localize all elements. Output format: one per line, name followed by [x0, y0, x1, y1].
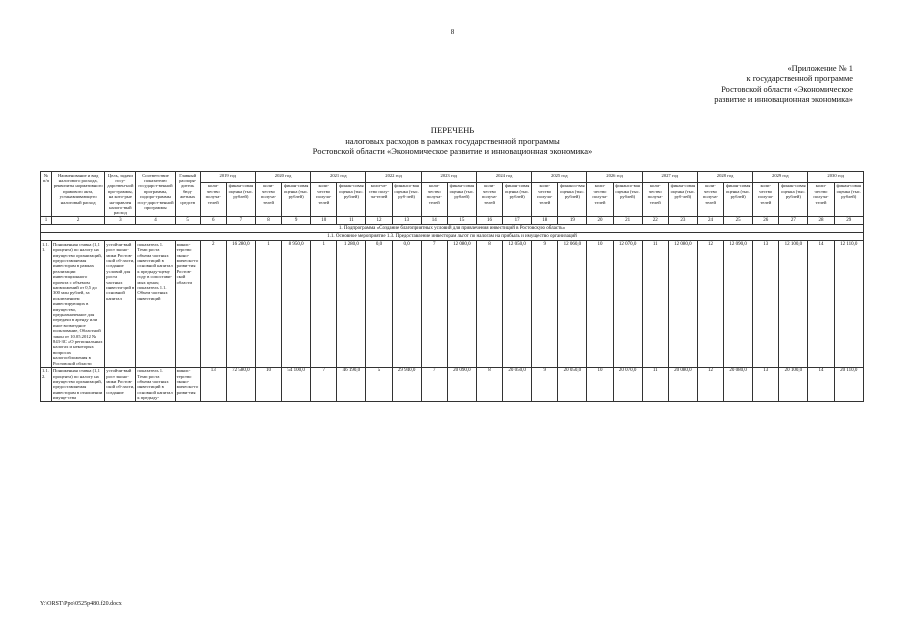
header-recipients-count: коли-чество получа-телей: [532, 182, 558, 216]
main-event-row: [41, 233, 864, 241]
column-number: 8: [255, 217, 281, 225]
row-financial-estimate: 12 100,0: [779, 241, 808, 367]
header-goal: Цель, задачи госу-дарствен-ной про-граммы, на кото-рые на-правлен налого-вый расход: [105, 172, 136, 217]
header-recipients-count: коли-чество получа-телей: [753, 182, 779, 216]
row-administrator: минис-терство эконо-мическо-го разви-тия: [175, 367, 200, 401]
column-number: 22: [642, 217, 668, 225]
header-year: 2024 год: [476, 172, 531, 183]
header-financial-estimate: финан-совая оценка (тыс. рублей): [724, 182, 753, 216]
title-line: налоговых расходов в рамках государственной программы: [345, 135, 560, 146]
column-number: 29: [834, 217, 863, 225]
row-financial-estimate: 12 090,0: [724, 241, 753, 367]
row-recipients-count: 5: [366, 367, 392, 401]
row-recipients-count: 14: [808, 367, 834, 401]
column-numbers-row: [41, 217, 864, 225]
row-recipients-count: 12: [697, 241, 723, 367]
row-financial-estimate: 54 100,0: [282, 367, 311, 401]
page-number: 8: [450, 28, 455, 36]
row-financial-estimate: 20 090,0: [447, 367, 476, 401]
header-row-years: [41, 172, 864, 183]
row-financial-estimate: 20 100,0: [779, 367, 808, 401]
header-year: 2027 год: [642, 172, 697, 183]
row-financial-estimate: 1 280,0: [337, 241, 366, 367]
row-recipients-count: 8: [476, 241, 502, 367]
row-financial-estimate: 12 060,0: [558, 241, 587, 367]
row-tax-expenditure-name: Пониженная ставка (1,1 процента) по налогу на имущество организаций, предоставляемая инвесторам в рамках реализации инвестиционного проекта с объемом капвложений от 0,5 до 300 млн рублей, за исключением инвестирующих в имущество, предназначенное для передачи в аренду или иное возмездное пользование, Областной закон от 10.05.2012 № 843-ЗС «О региональных налогах и некоторых вопросах налогообложения в Ростовской области: [52, 241, 105, 367]
header-financial-estimate: финан-совая оценка (тыс. рублей): [834, 182, 863, 216]
column-number: 9: [282, 217, 311, 225]
row-indicator: показатель 1. Темп роста объема частных инвестиций в основной капитал к предыду-щему году в сопостави-мых ценах; показатель 1.1. Объем частных инвестиций: [136, 241, 175, 367]
row-recipients-count: 1: [311, 241, 337, 367]
header-financial-estimate: финансо-вая оценка (тыс. рублей): [558, 182, 587, 216]
subprogram-row: [41, 225, 864, 233]
column-number: 16: [476, 217, 502, 225]
row-financial-estimate: 20 070,0: [613, 367, 642, 401]
column-number: 10: [311, 217, 337, 225]
row-financial-estimate: 8 950,0: [282, 241, 311, 367]
column-number: 25: [724, 217, 753, 225]
row-recipients-count: 11: [642, 367, 668, 401]
appendix-line: Ростовской области «Экономическое: [721, 84, 853, 94]
row-recipients-count: 9: [532, 241, 558, 367]
header-year: 2029 год: [753, 172, 808, 183]
main-event-title: 1.1. Основное мероприятие 1.3. Предоставление инвесторам льгот по налогам на прибыль и имущество организаций: [41, 233, 864, 241]
header-financial-estimate: финан-совая оценка (тыс. рублей): [282, 182, 311, 216]
row-financial-estimate: 20 110,0: [834, 367, 863, 401]
column-number: 19: [558, 217, 587, 225]
column-number: 3: [105, 217, 136, 225]
row-recipients-count: 7: [421, 241, 447, 367]
header-financial-estimate: финан-совая оценка (тыс. рублей): [337, 182, 366, 216]
row-financial-estimate: 29 940,0: [392, 367, 421, 401]
table-row: [41, 367, 864, 401]
column-number: 28: [808, 217, 834, 225]
header-year: 2019 год: [200, 172, 255, 183]
column-number: 17: [503, 217, 532, 225]
header-indicator: Соответствие показателю государст-венной программы, подпро-граммы госу-дарст-венной программы: [136, 172, 175, 217]
header-recipients-count: коли-чество получа-телей: [642, 182, 668, 216]
header-number: № п/п: [41, 172, 52, 217]
row-recipients-count: 13: [753, 241, 779, 367]
column-number: 14: [421, 217, 447, 225]
row-financial-estimate: 0,0: [392, 241, 421, 367]
row-recipients-count: 11: [642, 241, 668, 367]
header-recipients-count: коли-чество получа-телей: [421, 182, 447, 216]
row-recipients-count: 1: [255, 241, 281, 367]
title-line: Ростовской области «Экономическое развитие и инновационная экономика»: [312, 146, 593, 157]
row-recipients-count: 9: [532, 367, 558, 401]
file-path-footer: Y:\ORST\Ppo\0525p480.f20.docx: [40, 601, 122, 607]
row-recipients-count: 13: [753, 367, 779, 401]
column-number: 27: [779, 217, 808, 225]
table-row: [41, 241, 864, 367]
header-recipients-count: коли-че-ство полу-ча-телей: [366, 182, 392, 216]
row-recipients-count: 7: [311, 367, 337, 401]
row-recipients-count: 7: [421, 367, 447, 401]
row-financial-estimate: 12 080,0: [447, 241, 476, 367]
header-recipients-count: коли-чество получа-телей: [255, 182, 281, 216]
header-recipients-count: коли-чество получа-телей: [808, 182, 834, 216]
row-financial-estimate: 20 080,0: [724, 367, 753, 401]
tax-expenditures-table: [40, 171, 864, 402]
header-year: 2022 год: [366, 172, 421, 183]
appendix-header: [623, 64, 853, 106]
column-number: 13: [392, 217, 421, 225]
row-recipients-count: 0,0: [366, 241, 392, 367]
row-financial-estimate: 12 050,0: [503, 241, 532, 367]
header-administrator: Главный распоря-дитель бюд-жетных средств: [175, 172, 200, 217]
row-recipients-count: 12: [697, 367, 723, 401]
row-financial-estimate: 72 580,0: [226, 367, 255, 401]
row-financial-estimate: 16 280,0: [226, 241, 255, 367]
row-goal: устойчи-вый рост эконо-мики Ростов-ской об-ласти, создание условий для роста частных инвести-ций в основной капитал: [105, 241, 136, 367]
header-financial-estimate: финан-совая оценка (тыс. рублей): [226, 182, 255, 216]
row-financial-estimate: 46 190,0: [337, 367, 366, 401]
document-title: [0, 125, 905, 157]
row-recipients-count: 2: [200, 241, 226, 367]
header-financial-estimate: финан-совая оценка (тыс. рублей): [503, 182, 532, 216]
appendix-line: развитие и инновационная экономика»: [714, 95, 853, 105]
row-financial-estimate: 20 050,0: [503, 367, 532, 401]
header-year: 2025 год: [532, 172, 587, 183]
column-number: 26: [753, 217, 779, 225]
column-number: 11: [337, 217, 366, 225]
row-tax-expenditure-name: Пониженная ставка (1,1 процента) по налогу на имущество организаций, предоставляемая инвесторам в отношении имуще-ства: [52, 367, 105, 401]
column-number: 15: [447, 217, 476, 225]
row-financial-estimate: 20 050,0: [558, 367, 587, 401]
header-year: 2026 год: [587, 172, 642, 183]
header-financial-estimate: финан-совая оценка (тыс. рублей): [447, 182, 476, 216]
column-number: 5: [175, 217, 200, 225]
row-financial-estimate: 12 110,0: [834, 241, 863, 367]
header-year: 2028 год: [697, 172, 752, 183]
row-recipients-count: 10: [587, 241, 613, 367]
header-recipients-count: коли-чество получа-телей: [311, 182, 337, 216]
column-number: 20: [587, 217, 613, 225]
tax-expenditures-table-wrap: [40, 171, 864, 611]
appendix-line: «Приложение № 1: [787, 64, 853, 73]
subprogram-title: 1. Подпрограмма «Создание благоприятных условий для привлечения инвестиций в Ростовскую область»: [41, 225, 864, 233]
column-number: 23: [668, 217, 697, 225]
header-year: 2030 год: [808, 172, 864, 183]
column-number: 18: [532, 217, 558, 225]
row-recipients-count: 10: [587, 367, 613, 401]
row-recipients-count: 13: [200, 367, 226, 401]
column-number: 24: [697, 217, 723, 225]
header-year: 2023 год: [421, 172, 476, 183]
row-financial-estimate: 12 080,0: [668, 241, 697, 367]
row-indicator: показатель 1. Темп роста объема частных инвестиций в основной капитал к предыду-: [136, 367, 175, 401]
header-financial-estimate: финансо-вая оценка (тыс. руб-лей): [392, 182, 421, 216]
column-number: 21: [613, 217, 642, 225]
row-recipients-count: 8: [476, 367, 502, 401]
column-number: 6: [200, 217, 226, 225]
row-number: 1.1.2.: [41, 367, 52, 401]
appendix-line: к государственной программе: [746, 74, 853, 84]
row-financial-estimate: 12 070,0: [613, 241, 642, 367]
column-number: 12: [366, 217, 392, 225]
header-recipients-count: коли-чество получа-телей: [587, 182, 613, 216]
header-year: 2021 год: [311, 172, 366, 183]
header-financial-estimate: финан-совая оценка (тыс. рублей): [779, 182, 808, 216]
column-number: 7: [226, 217, 255, 225]
header-name: Наименование и вид налогового расхода, реквизиты нормативного правового акта, устанавливающего налоговый расход: [52, 172, 105, 217]
header-recipients-count: коли-чество получа-телей: [476, 182, 502, 216]
row-administrator: минис-терство эконо-мическо-го разви-тия Ростов-ской области: [175, 241, 200, 367]
header-financial-estimate: финансо-вая оценка (тыс. рублей): [613, 182, 642, 216]
header-year: 2020 год: [255, 172, 310, 183]
row-financial-estimate: 20 080,0: [668, 367, 697, 401]
row-goal: устойчи-вый рост эконо-мики Ростов-ской об-ласти, создание: [105, 367, 136, 401]
title-line: ПЕРЕЧЕНЬ: [430, 125, 475, 135]
header-financial-estimate: финан-совая оценка (тыс. руб-лей): [668, 182, 697, 216]
row-number: 1.1.1.: [41, 241, 52, 367]
header-recipients-count: коли-чество получа-телей: [697, 182, 723, 216]
column-number: 2: [52, 217, 105, 225]
column-number: 4: [136, 217, 175, 225]
row-recipients-count: 10: [255, 367, 281, 401]
column-number: 1: [41, 217, 52, 225]
header-recipients-count: коли-чество получа-телей: [200, 182, 226, 216]
row-recipients-count: 14: [808, 241, 834, 367]
